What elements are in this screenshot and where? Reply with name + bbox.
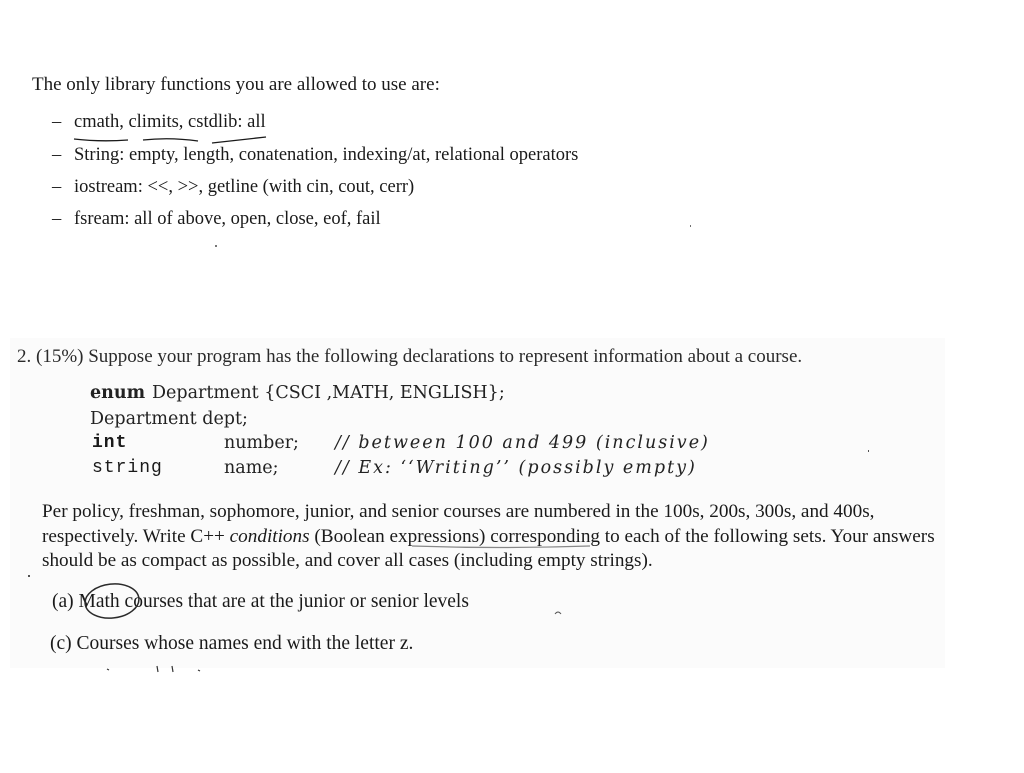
paragraph-text: Per policy, freshman, sophomore, junior, and senior courses are numbered in the 100s, 200s, 300s, and 400s, respectively. Write C++ [42, 501, 875, 547]
list-item [52, 112, 266, 133]
list-item-text: iostream: <<, >>, getline (with cin, cout, cerr) [74, 177, 415, 197]
code-string-type: string [92, 458, 163, 478]
list-item [52, 145, 578, 166]
dash-bullet: – [52, 145, 62, 165]
paragraph-text-continued: (Boolean expressions) corresponding to each of the following sets. Your answers should be as compact as possible, and cover all cases (including empty strings). [42, 525, 935, 571]
list-item [52, 177, 414, 198]
list-item-text: cmath, climits, cstdlib: all [74, 112, 266, 132]
underline-stroke [143, 139, 198, 141]
question-header: 2. (15%) Suppose your program has the following declarations to represent information about a course. [17, 346, 803, 367]
code-enum-keyword: enum [90, 383, 146, 403]
dash-bullet: – [52, 112, 62, 132]
code-number-comment: // between 100 and 499 (inclusive) [335, 433, 710, 453]
underline-stroke [74, 139, 128, 141]
list-item-text: fsream: all of above, open, close, eof, fail [74, 209, 381, 229]
code-int-type: int [92, 433, 128, 453]
intro-text: The only library functions you are allowed to use are: [32, 74, 440, 95]
code-dept-declaration: Department dept; [90, 409, 248, 429]
instructions-paragraph [42, 500, 942, 574]
code-name-comment: // Ex: ‘‘Writing’’ (possibly empty) [335, 458, 697, 478]
list-item-text: String: empty, length, conatenation, indexing/at, relational operators [74, 145, 579, 165]
dash-bullet: – [52, 209, 62, 229]
part-c: (c) Courses whose names end with the letter z. [50, 633, 414, 654]
part-a: (a) Math courses that are at the junior or senior levels [52, 591, 469, 612]
code-enum-declaration: Department {CSCI ,MATH, ENGLISH}; [152, 383, 505, 403]
underline-stroke [212, 137, 266, 143]
list-item [52, 209, 381, 230]
code-number-var: number; [224, 433, 299, 453]
code-name-var: name; [224, 458, 279, 478]
dash-bullet: – [52, 177, 62, 197]
paragraph-italic-term: conditions [229, 525, 310, 547]
